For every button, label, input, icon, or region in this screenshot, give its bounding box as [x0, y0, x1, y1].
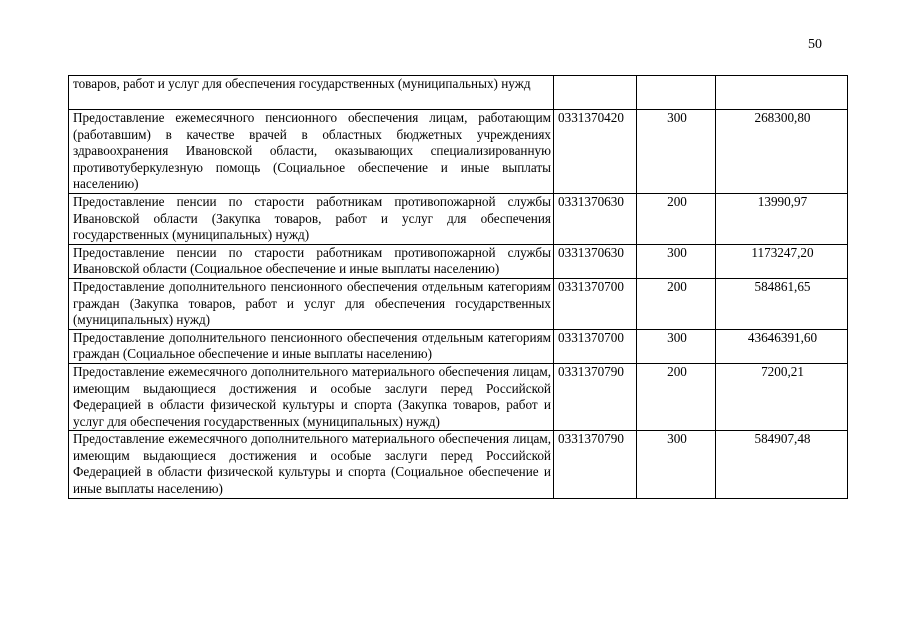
- row-kind: 200: [637, 363, 716, 430]
- table-row: [69, 329, 848, 363]
- table-row: [69, 193, 848, 244]
- row-kind: 200: [637, 193, 716, 244]
- row-code: 0331370630: [554, 244, 637, 278]
- row-amount: 13990,97: [716, 193, 848, 244]
- table-row: [69, 110, 848, 194]
- row-code: [554, 76, 637, 110]
- row-kind: 300: [637, 110, 716, 194]
- row-kind: 300: [637, 244, 716, 278]
- row-amount: 268300,80: [716, 110, 848, 194]
- row-description: Предоставление пенсии по старости работникам противопожарной службы Ивановской области (Социальное обеспечение и иные выплаты населению): [69, 244, 554, 278]
- row-description: Предоставление ежемесячного дополнительного материального обеспечения лицам, имеющим выдающиеся достижения и особые заслуги перед Российской Федерацией в области физической культуры и спорта (Социальное обеспечение и иные выплаты населению): [69, 431, 554, 498]
- row-code: 0331370700: [554, 329, 637, 363]
- table-row: [69, 76, 848, 110]
- row-amount: 1173247,20: [716, 244, 848, 278]
- row-kind: [637, 76, 716, 110]
- row-amount: 7200,21: [716, 363, 848, 430]
- row-amount: 43646391,60: [716, 329, 848, 363]
- row-amount: 584861,65: [716, 278, 848, 329]
- row-description: товаров, работ и услуг для обеспечения государственных (муниципальных) нужд: [69, 76, 554, 110]
- row-amount: 584907,48: [716, 431, 848, 498]
- row-code: 0331370630: [554, 193, 637, 244]
- row-description: Предоставление пенсии по старости работникам противопожарной службы Ивановской области (Закупка товаров, работ и услуг для обеспечения государственных (муниципальных) нужд): [69, 193, 554, 244]
- row-code: 0331370700: [554, 278, 637, 329]
- table-row: [69, 244, 848, 278]
- row-kind: 300: [637, 329, 716, 363]
- row-code: 0331370790: [554, 431, 637, 498]
- table-row: [69, 278, 848, 329]
- row-code: 0331370790: [554, 363, 637, 430]
- row-code: 0331370420: [554, 110, 637, 194]
- table-row: [69, 363, 848, 430]
- row-description: Предоставление дополнительного пенсионного обеспечения отдельным категориям граждан (Социальное обеспечение и иные выплаты населению): [69, 329, 554, 363]
- row-kind: 300: [637, 431, 716, 498]
- row-amount: [716, 76, 848, 110]
- row-description: Предоставление дополнительного пенсионного обеспечения отдельным категориям граждан (Закупка товаров, работ и услуг для обеспечения государственных (муниципальных) нужд): [69, 278, 554, 329]
- budget-table: [68, 75, 848, 499]
- row-description: Предоставление ежемесячного дополнительного материального обеспечения лицам, имеющим выдающиеся достижения и особые заслуги перед Российской Федерацией в области физической культуры и спорта (Закупка товаров, работ и услуг для обеспечения государственных (муниципальных) нужд): [69, 363, 554, 430]
- table-row: [69, 431, 848, 498]
- row-description: Предоставление ежемесячного пенсионного обеспечения лицам, работающим (работавшим) в качестве врачей в областных бюджетных учреждениях здравоохранения Ивановской области, оказывающих специализированную противотуберкулезную помощь (Социальное обеспечение и иные выплаты населению): [69, 110, 554, 194]
- page-number: 50: [808, 37, 822, 52]
- row-kind: 200: [637, 278, 716, 329]
